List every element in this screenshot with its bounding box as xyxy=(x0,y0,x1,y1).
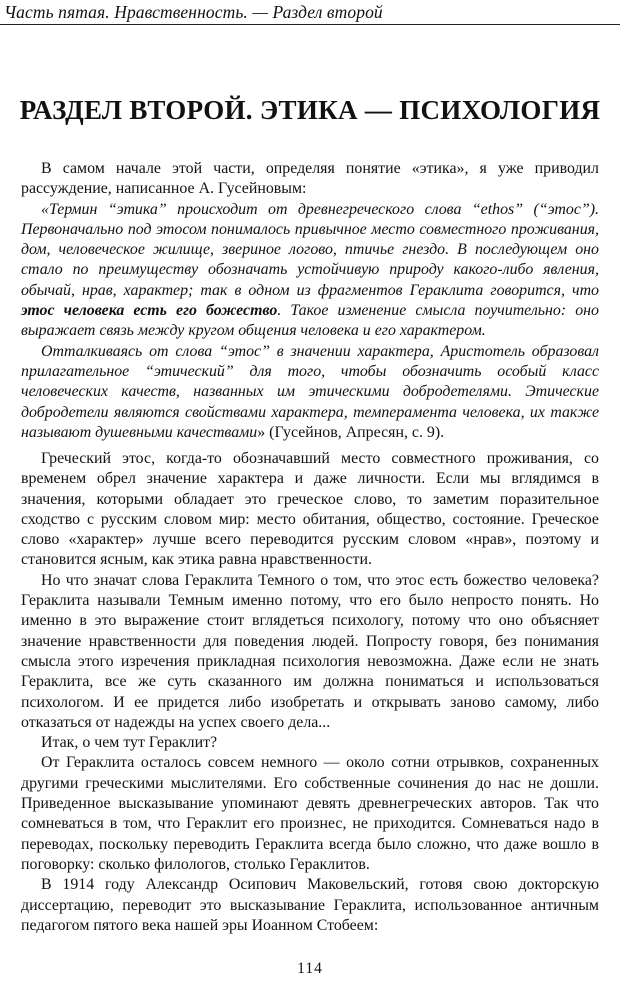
body-text xyxy=(21,449,599,936)
intro-and-quote xyxy=(21,159,599,443)
body-paragraph-1: Греческий этос, когда-то обозначавший место совместного проживания, со временем обрел значение характера и даже личности. Если мы вглядимся в значения, которыми обладает это греческое слово, то заметим поразительное сходство с русским словом мир: место обитания, общество, состояние. Греческое слово «характер» лучше всего переводится русским словом «нрав», поэтому и становится ясным, как этика равна нравственности. xyxy=(21,450,599,569)
body-paragraph-2: Но что значат слова Гераклита Темного о том, что этос есть божество человека? Гераклита называли Темным именно потому, что его было непросто понять. Но именно в это выражение стоит вглядеться психологу, потому что оно объясняет значение нравственности для поведения людей. Попросту говоря, без понимания смысла этого изречения прикладная психология невозможна. Даже если не знать Гераклита, все же суть сказанного им должна пониматься и использоваться психологом. И ее придется либо изобретать и открывать заново самому, либо отказаться от надежды на успех своего дела... xyxy=(21,571,599,731)
quote-emphasis: этос человека есть его божество xyxy=(21,302,278,320)
section-title: РАЗДЕЛ ВТОРОЙ. ЭТИКА — ПСИХОЛОГИЯ xyxy=(19,95,601,125)
body-paragraph-3: Итак, о чем тут Гераклит? xyxy=(41,734,218,752)
intro-paragraph: В самом начале этой части, определяя понятие «этика», я уже приводил рассуждение, написанное А. Гусейновым: xyxy=(21,160,599,198)
running-head: Часть пятая. Нравственность. — Раздел второй xyxy=(4,2,383,22)
quote-paragraph-2 xyxy=(21,342,599,443)
quote-text-1b: . Такое изменение смысла поучительно: оно выражает связь между кругом общения человека и его характером. xyxy=(21,302,599,340)
header-rule xyxy=(0,24,620,25)
body-paragraph-4: От Гераклита осталось совсем немного — около сотни отрывков, сохраненных другими греческими мыслителями. Его собственные сочинения до нас не дошли. Приведенное высказывание упоминают девять древнегреческих авторов. Так что сомневаться в том, что Гераклит его произнес, не приходится. Сомневаться надо в переводах, поскольку переводить Гераклита всегда было сложно, что даже вошло в поговорку: сколько филологов, столько Гераклитов. xyxy=(21,754,599,873)
page-number: 114 xyxy=(297,960,323,977)
body-paragraph-5: В 1914 году Александр Осипович Маковельский, готовя свою докторскую диссертацию, переводит это высказывание Гераклита, использованное античным педагогом пятого века нашей эры Иоанном Стобеем: xyxy=(21,876,599,934)
quote-paragraph-1 xyxy=(21,200,599,342)
page-header xyxy=(0,0,620,26)
quote-text-1a: «Термин “этика” происходит от древнегреческого слова “ethos” (“этос”). Первоначально под этосом понималось привычное место совместного проживания, дом, человеческое жилище, звериное логово, птичье гнездо. В последующем оно стало по преимуществу обозначать устойчивую природу какого-либо явления, обычай, нрав, характер; так в одном из фрагментов Гераклита говорится, что xyxy=(21,200,599,299)
quote-text-2: Отталкиваясь от слова “этос” в значении характера, Аристотель образовал прилагательное “этический” для того, чтобы обозначить особый класс человеческих качеств, названных им этическими добродетелями. Этические добродетели являются свойствами характера, темперамента человека, их также называют душевными качествами xyxy=(21,342,599,441)
quote-citation: » (Гусейнов, Апресян, с. 9). xyxy=(257,423,445,441)
